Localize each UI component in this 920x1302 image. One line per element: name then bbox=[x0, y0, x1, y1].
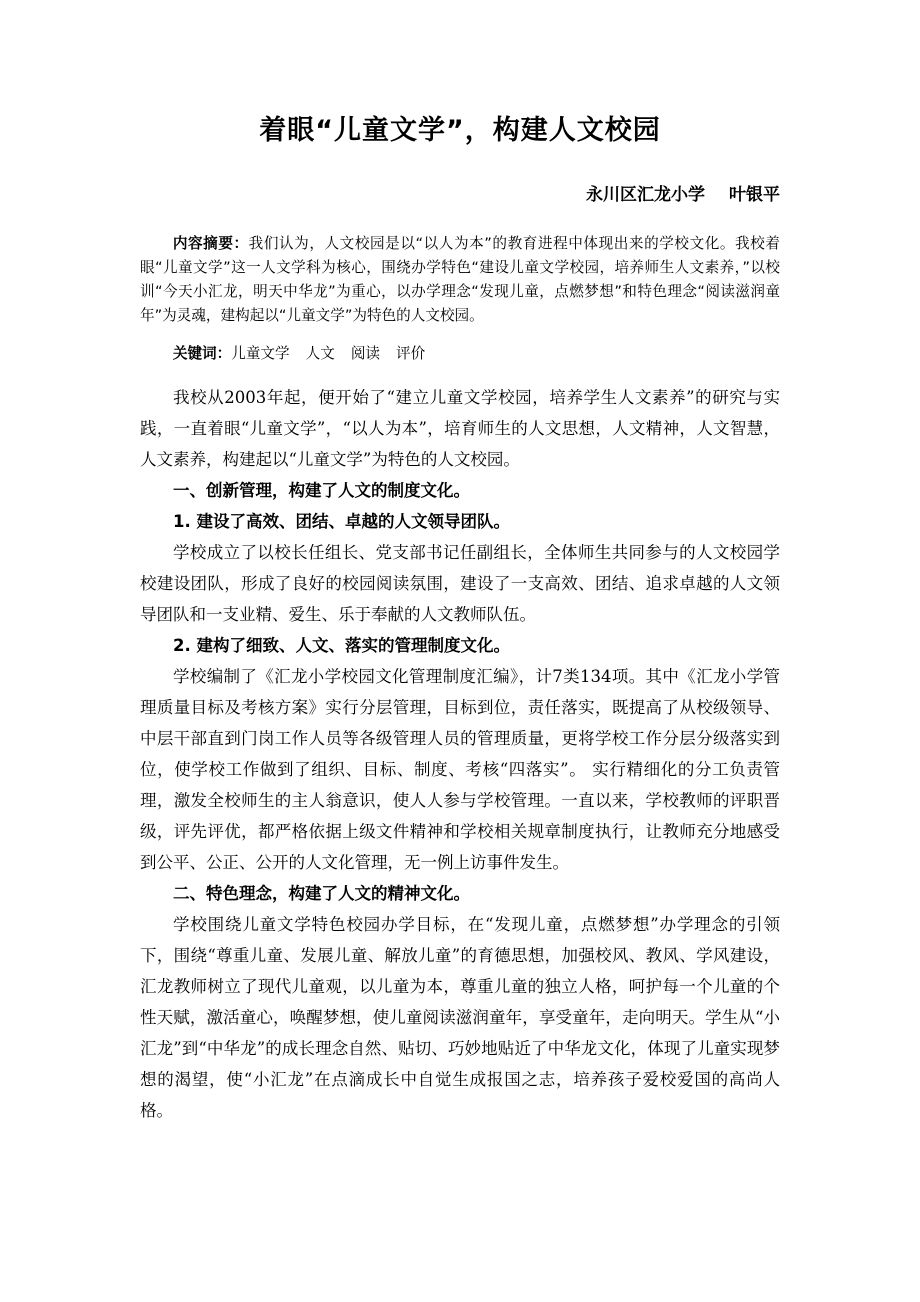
section1-sub2-heading: 2. 建构了细致、人文、落实的管理制度文化。 bbox=[173, 636, 510, 655]
section1-sub1-heading: 1. 建设了高效、团结、卓越的人文领导团队。 bbox=[173, 512, 510, 531]
author-line bbox=[586, 180, 780, 205]
author-school: 永川区汇龙小学 bbox=[586, 185, 705, 205]
section1-sub1-paragraph: 学校成立了以校长任组长、党支部书记任副组长，全体师生共同参与的人文校园学校建设团队，形成了良好的校园阅读氛围，建设了一支高效、团结、追求卓越的人文领导团队和一支业精、爱生、乐于奉献的人文教师队伍。 bbox=[140, 543, 780, 624]
section1-heading: 一、创新管理，构建了人文的制度文化。 bbox=[173, 481, 470, 500]
keyword-item: 评价 bbox=[396, 345, 426, 362]
abstract bbox=[140, 232, 780, 328]
section1-sub2-paragraph: 学校编制了《汇龙小学校园文化管理制度汇编》，计7类134项。其中《汇龙小学管理质量目标及考核方案》实行分层管理，目标到位，责任落实，既提高了从校级领导、中层干部直到门岗工作人员等各级管理人员的管理质量，更将学校工作分层分级落实到位，使学校工作做到了组织、目标、制度、考核“四落实”。 实行精细化的分工负责管理，激发全校师生的主人翁意识，使人人参与学校管理。一直以来，学校教师的评职晋级，评先评优，都严格依据上级文件精神和学校相关规章制度执行，让教师充分地感受到公平、公正、公开的人文化管理，无一例上访事件发生。 bbox=[140, 667, 780, 872]
keywords bbox=[140, 342, 780, 366]
abstract-text: 我们认为，人文校园是以“以人为本”的教育进程中体现出来的学校文化。我校着眼“儿童文学”这一人文学科为核心，围绕办学特色“建设儿童文学校园，培养师生人文素养，”以校训“今天小汇龙，明天中华龙”为重心，以办学理念“发现儿童，点燃梦想”和特色理念“阅读滋润童年”为灵魂，建构起以“儿童文学”为特色的人文校园。 bbox=[140, 235, 780, 324]
section2-heading: 二、特色理念，构建了人文的精神文化。 bbox=[173, 884, 470, 903]
author-name: 叶银平 bbox=[729, 185, 780, 205]
keyword-item: 儿童文学 bbox=[231, 345, 290, 362]
keyword-item: 人文 bbox=[305, 345, 335, 362]
article-body bbox=[140, 382, 780, 1126]
abstract-label: 内容摘要： bbox=[172, 235, 249, 252]
keyword-item: 阅读 bbox=[350, 345, 381, 362]
section2-paragraph: 学校围绕儿童文学特色校园办学目标，在“发现儿童，点燃梦想”办学理念的引领下，围绕“尊重儿童、发展儿童、解放儿童”的育德思想，加强校风、教风、学风建设，汇龙教师树立了现代儿童观，以儿童为本，尊重儿童的独立人格，呵护每一个儿童的个性天赋，激活童心，唤醒梦想，使儿童阅读滋润童年，享受童年，走向明天。学生从“小汇龙”到“中华龙”的成长理念自然、贴切、巧妙地贴近了中华龙文化，体现了儿童实现梦想的渴望，使“小汇龙”在点滴成长中自觉生成报国之志，培养孩子爱校爱国的高尚人格。 bbox=[140, 915, 780, 1120]
article-title: 着眼“儿童文学”，构建人文校园 bbox=[259, 115, 661, 146]
intro-paragraph: 我校从2003年起，便开始了“建立儿童文学校园，培养学生人文素养”的研究与实践，一直着眼“儿童文学”，“以人为本”，培育师生的人文思想，人文精神，人文智慧，人文素养，构建起以“儿童文学”为特色的人文校园。 bbox=[140, 388, 780, 469]
keywords-label: 关键词： bbox=[172, 345, 232, 362]
